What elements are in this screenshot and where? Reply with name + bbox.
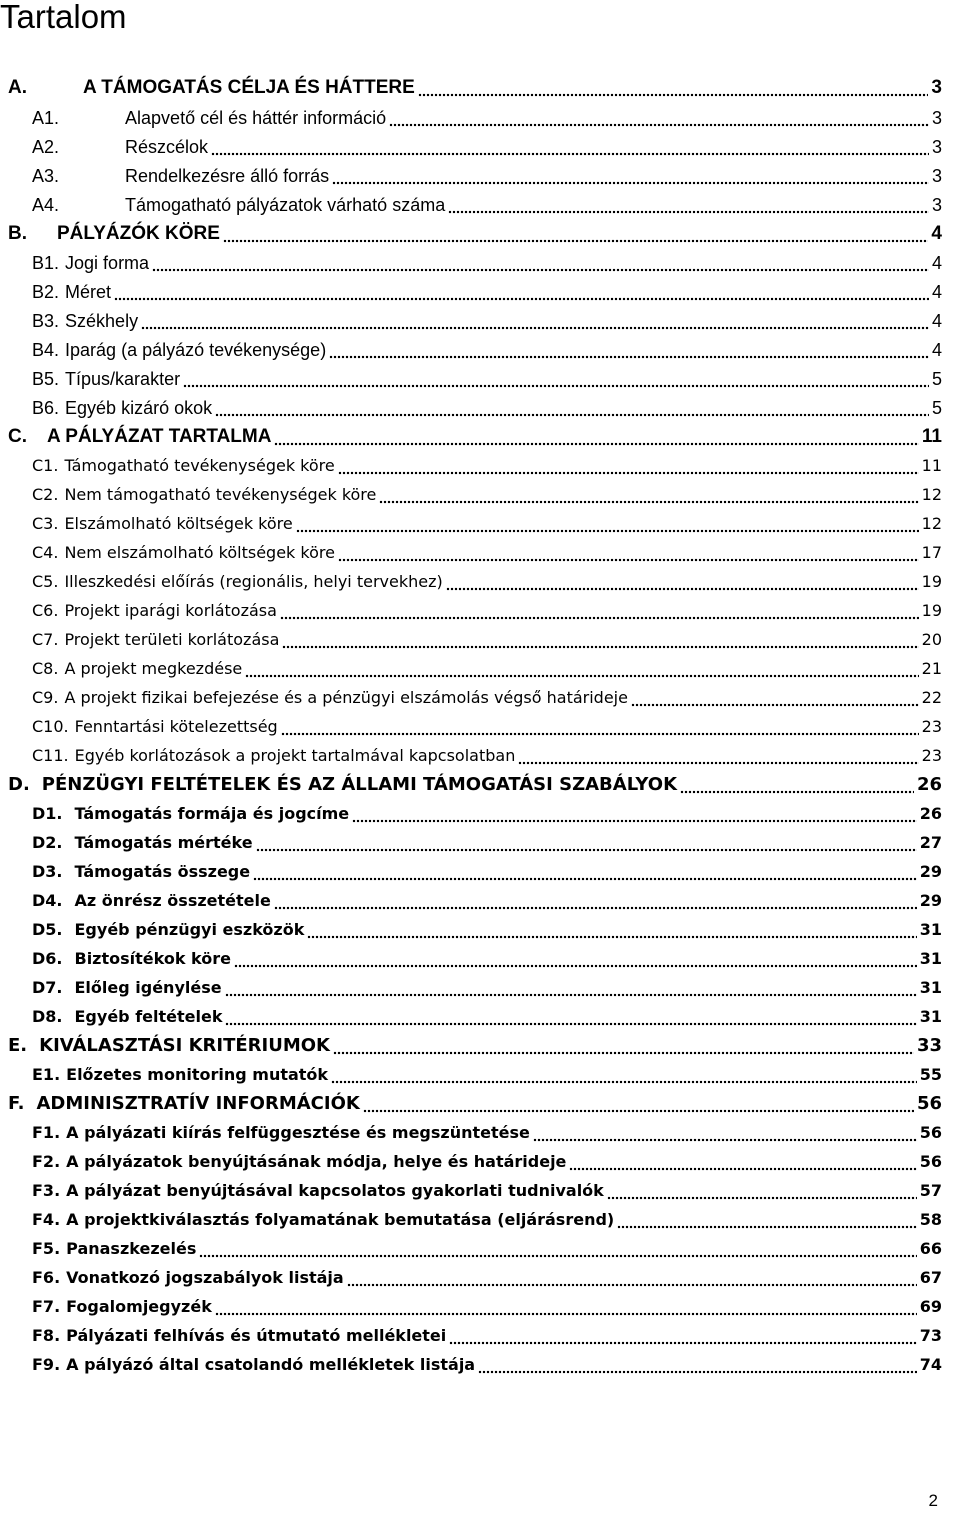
dot-leader — [183, 370, 929, 390]
toc-entry-title: A TÁMOGATÁS CÉLJA ÉS HÁTTERE — [83, 77, 415, 98]
toc-entry-page: 21 — [921, 659, 942, 678]
toc-entry-code: C7. — [32, 630, 59, 649]
dot-leader — [389, 109, 929, 129]
toc-entry-title: Egyéb kizáró okok — [65, 398, 213, 418]
toc-entry-code: C8. — [32, 659, 59, 678]
toc-entry[interactable] — [32, 825, 942, 854]
toc-entry-code: F9. — [32, 1355, 61, 1374]
toc-entry[interactable] — [32, 448, 942, 477]
toc-entry-page: 4 — [931, 282, 942, 302]
dot-leader — [307, 921, 916, 941]
dot-leader — [533, 1124, 917, 1144]
toc-entry-page: 56 — [916, 1093, 942, 1114]
toc-entry-code: F. — [8, 1093, 25, 1114]
dot-leader — [617, 1211, 917, 1231]
dot-leader — [225, 979, 917, 999]
toc-entry-page: 4 — [931, 223, 942, 244]
page-number: 2 — [928, 1491, 938, 1510]
dot-leader — [631, 689, 919, 709]
dot-leader — [449, 1327, 916, 1347]
dot-leader — [418, 79, 929, 99]
dot-leader — [352, 805, 917, 825]
toc-entry[interactable] — [8, 767, 942, 796]
toc-entry-page: 3 — [931, 137, 942, 157]
toc-entry-code: C4. — [32, 543, 59, 562]
toc-entry-code: B6. — [32, 398, 60, 418]
dot-leader — [446, 573, 919, 593]
toc-entry-title: Egyéb korlátozások a projekt tartalmával kapcsolatban — [74, 746, 516, 765]
toc-entry-page: 23 — [921, 746, 942, 765]
toc-entry[interactable] — [32, 854, 942, 883]
toc-entry-title: Az önrész összetétele — [74, 891, 271, 910]
dot-leader — [331, 1066, 917, 1086]
toc-entry-code: D3. — [32, 862, 63, 881]
toc-entry-code: A1. — [32, 108, 60, 128]
dot-leader — [223, 225, 928, 245]
toc-entry[interactable] — [32, 245, 942, 274]
dot-leader — [256, 834, 917, 854]
toc-entry-title: A projektkiválasztás folyamatának bemutatása (eljárásrend) — [66, 1210, 615, 1229]
toc-entry[interactable] — [32, 593, 942, 622]
toc-entry-title: Támogatás mértéke — [74, 833, 253, 852]
toc-entry-page: 27 — [919, 833, 942, 852]
toc-entry-code: A2. — [32, 137, 60, 157]
toc-entry-code: A4. — [32, 195, 60, 215]
toc-entry-title: A pályázó által csatolandó mellékletek listája — [66, 1355, 476, 1374]
toc-entry[interactable] — [32, 1202, 942, 1231]
toc-entry-title: Típus/karakter — [65, 369, 181, 389]
toc-entry[interactable] — [32, 158, 942, 187]
toc-entry-code: C10. — [32, 717, 69, 736]
toc-entry-page: 74 — [919, 1355, 942, 1374]
toc-entry[interactable] — [32, 651, 942, 680]
dot-leader — [680, 776, 914, 796]
toc-entry-page: 19 — [921, 601, 942, 620]
dot-leader — [114, 283, 929, 303]
dot-leader — [338, 457, 919, 477]
dot-leader — [199, 1240, 916, 1260]
toc-entry[interactable] — [8, 1086, 942, 1115]
dot-leader — [333, 1037, 914, 1057]
toc-entry[interactable] — [32, 709, 942, 738]
toc-entry[interactable] — [8, 1028, 942, 1057]
toc-entry-title: Vonatkozó jogszabályok listája — [66, 1268, 344, 1287]
dot-leader — [274, 892, 917, 912]
toc-entry-title: A pályázati kiírás felfüggesztése és megszüntetése — [66, 1123, 530, 1142]
toc-entry-code: D5. — [32, 920, 63, 939]
toc-entry[interactable] — [8, 419, 942, 448]
toc-entry-code: B1. — [32, 253, 60, 273]
toc-entry-code: B3. — [32, 311, 60, 331]
toc-entry-code: C6. — [32, 601, 59, 620]
toc-entry-page: 67 — [919, 1268, 942, 1287]
dot-leader — [607, 1182, 917, 1202]
toc-entry-page: 3 — [931, 195, 942, 215]
dot-leader — [332, 167, 929, 187]
toc-entry-title: Támogatás formája és jogcíme — [74, 804, 350, 823]
toc-entry[interactable] — [32, 1260, 942, 1289]
toc-entry[interactable] — [32, 187, 942, 216]
toc-entry-title: Pályázati felhívás és útmutató mellékletei — [66, 1326, 447, 1345]
toc-entry[interactable] — [32, 303, 942, 332]
toc-entry[interactable] — [8, 216, 942, 245]
toc-entry-title: A projekt fizikai befejezése és a pénzügyi elszámolás végső határideje — [64, 688, 628, 707]
toc-entry[interactable] — [32, 506, 942, 535]
toc-entry[interactable] — [32, 564, 942, 593]
toc-entry[interactable] — [32, 883, 942, 912]
toc-entry[interactable] — [32, 535, 942, 564]
toc-entry[interactable] — [32, 1115, 942, 1144]
toc-entry-page: 3 — [931, 166, 942, 186]
toc-entry-title: KIVÁLASZTÁSI KRITÉRIUMOK — [39, 1035, 330, 1056]
toc-entry[interactable] — [32, 941, 942, 970]
toc-entry-code: B4. — [32, 340, 60, 360]
toc-entry-title: Rendelkezésre álló forrás — [125, 166, 330, 186]
toc-entry-page: 57 — [919, 1181, 942, 1200]
dot-leader — [215, 1298, 917, 1318]
toc-entry-title: A PÁLYÁZAT TARTALMA — [47, 426, 272, 447]
toc-entry-title: ADMINISZTRATÍV INFORMÁCIÓK — [36, 1093, 360, 1114]
toc-entry[interactable] — [32, 680, 942, 709]
toc-entry-page: 17 — [921, 543, 942, 562]
dot-leader — [478, 1356, 917, 1376]
dot-leader — [253, 863, 917, 883]
toc-entry-code: F4. — [32, 1210, 61, 1229]
toc-entry[interactable] — [32, 912, 942, 941]
toc-entry-title: Jogi forma — [65, 253, 150, 273]
toc-entry[interactable] — [32, 999, 942, 1028]
toc-entry[interactable] — [32, 100, 942, 129]
dot-leader — [281, 718, 919, 738]
toc-entry-code: D6. — [32, 949, 63, 968]
toc-entry-title: Egyéb feltételek — [74, 1007, 223, 1026]
toc-entry-page: 22 — [921, 688, 942, 707]
dot-leader — [569, 1153, 916, 1173]
toc-entry-code: D4. — [32, 891, 63, 910]
toc-entry-code: B5. — [32, 369, 60, 389]
toc-entry-code: E. — [8, 1035, 28, 1056]
toc-entry-code: F6. — [32, 1268, 61, 1287]
toc-entry-title: A projekt megkezdése — [64, 659, 243, 678]
toc-entry-title: Fenntartási kötelezettség — [74, 717, 278, 736]
toc-entry-page: 19 — [921, 572, 942, 591]
toc-entry-page: 31 — [919, 920, 942, 939]
toc-entry-page: 11 — [921, 426, 942, 447]
toc-entry[interactable] — [32, 390, 942, 419]
toc-entry-code: B2. — [32, 282, 60, 302]
toc-entry-title: Támogatható tevékenységek köre — [64, 456, 335, 475]
toc-entry-page: 3 — [931, 77, 942, 98]
toc-entry[interactable] — [32, 1057, 942, 1086]
dot-leader — [152, 254, 929, 274]
dot-leader — [347, 1269, 917, 1289]
dot-leader — [296, 515, 919, 535]
toc-entry-title: Nem elszámolható költségek köre — [64, 543, 335, 562]
dot-leader — [379, 486, 918, 506]
dot-leader — [225, 1008, 916, 1028]
toc-entry[interactable] — [32, 738, 942, 767]
toc-entry-code: C5. — [32, 572, 59, 591]
toc-entry-page: 31 — [919, 978, 942, 997]
dot-leader — [245, 660, 918, 680]
toc-entry[interactable] — [32, 1347, 942, 1376]
toc-entry-code: F8. — [32, 1326, 61, 1345]
toc-entry[interactable] — [32, 477, 942, 506]
toc-entry-page: 4 — [931, 340, 942, 360]
dot-leader — [280, 602, 919, 622]
toc-entry-code: A. — [8, 77, 27, 98]
toc-entry[interactable] — [32, 129, 942, 158]
toc-entry-code: C2. — [32, 485, 59, 504]
toc-entry-code: F5. — [32, 1239, 61, 1258]
toc-entry-title: Részcélok — [125, 137, 209, 157]
toc-entry-code: D1. — [32, 804, 63, 823]
toc-entry-code: C11. — [32, 746, 69, 765]
toc-entry[interactable] — [32, 970, 942, 999]
toc-entry-title: A pályázatok benyújtásának módja, helye és határideje — [66, 1152, 567, 1171]
toc-entry[interactable] — [8, 70, 942, 99]
toc-entry-page: 29 — [919, 891, 942, 910]
toc-entry-code: F7. — [32, 1297, 61, 1316]
dot-leader — [518, 747, 918, 767]
toc-entry-title: Támogatható pályázatok várható száma — [125, 195, 446, 215]
toc-entry-title: Illeszkedési előírás (regionális, helyi tervekhez) — [64, 572, 443, 591]
toc-entry-code: E1. — [32, 1065, 61, 1084]
toc-entry[interactable] — [32, 1144, 942, 1173]
dot-leader — [234, 950, 917, 970]
dot-leader — [215, 399, 929, 419]
toc-entry-page: 3 — [931, 108, 942, 128]
toc-entry-page: 11 — [921, 456, 942, 475]
toc-entry-title: Biztosítékok köre — [74, 949, 231, 968]
toc-entry[interactable] — [32, 1231, 942, 1260]
toc-entry-title: PÁLYÁZÓK KÖRE — [57, 223, 220, 244]
toc-entry-title: PÉNZÜGYI FELTÉTELEK ÉS AZ ÁLLAMI TÁMOGATÁSI SZABÁLYOK — [41, 774, 678, 795]
toc-entry[interactable] — [32, 332, 942, 361]
toc-entry-code: A3. — [32, 166, 60, 186]
toc-entry[interactable] — [32, 361, 942, 390]
toc-entry-title: Nem támogatható tevékenységek köre — [64, 485, 377, 504]
toc-entry-page: 5 — [931, 398, 942, 418]
toc-entry-title: Egyéb pénzügyi eszközök — [74, 920, 305, 939]
toc-entry-title: Fogalomjegyzék — [66, 1297, 212, 1316]
toc-entry-title: Projekt területi korlátozása — [64, 630, 280, 649]
dot-leader — [338, 544, 919, 564]
toc-entry-page: 69 — [919, 1297, 942, 1316]
toc-entry-page: 33 — [916, 1035, 942, 1056]
toc-entry-code: D7. — [32, 978, 63, 997]
toc-entry[interactable] — [32, 1289, 942, 1318]
toc-entry-page: 26 — [916, 774, 942, 795]
toc-entry-title: Méret — [65, 282, 112, 302]
toc-entry-page: 12 — [921, 485, 942, 504]
toc-entry-page: 20 — [921, 630, 942, 649]
toc-entry-title: Iparág (a pályázó tevékenysége) — [65, 340, 327, 360]
toc-entry-page: 56 — [919, 1123, 942, 1142]
toc-entry-code: C1. — [32, 456, 59, 475]
toc-entry-page: 31 — [919, 1007, 942, 1026]
toc-entry-title: Panaszkezelés — [66, 1239, 197, 1258]
toc-entry-code: B. — [8, 223, 27, 244]
dot-leader — [363, 1095, 914, 1115]
toc-entry-title: Előzetes monitoring mutatók — [66, 1065, 329, 1084]
toc-title: Tartalom — [0, 0, 127, 35]
toc-entry-title: Elszámolható költségek köre — [64, 514, 293, 533]
toc-entry-page: 12 — [921, 514, 942, 533]
toc-entry-code: F3. — [32, 1181, 61, 1200]
toc-entry-code: F2. — [32, 1152, 61, 1171]
toc-entry-page: 55 — [919, 1065, 942, 1084]
toc-entry-code: C. — [8, 426, 27, 447]
toc-entry-page: 56 — [919, 1152, 942, 1171]
dot-leader — [211, 138, 929, 158]
toc-entry-page: 4 — [931, 253, 942, 273]
toc-entry-page: 73 — [919, 1326, 942, 1345]
toc-entry-page: 5 — [931, 369, 942, 389]
dot-leader — [329, 341, 929, 361]
dot-leader — [448, 196, 929, 216]
toc-entry-code: D8. — [32, 1007, 63, 1026]
toc-entry-title: Előleg igénylése — [74, 978, 222, 997]
toc-entry-code: C9. — [32, 688, 59, 707]
dot-leader — [282, 631, 918, 651]
toc-entry-page: 29 — [919, 862, 942, 881]
toc-entry-title: Alapvető cél és háttér információ — [125, 108, 387, 128]
toc-entry[interactable] — [32, 1173, 942, 1202]
toc-entry-page: 26 — [919, 804, 942, 823]
toc-entry-page: 31 — [919, 949, 942, 968]
toc-entry[interactable] — [32, 796, 942, 825]
toc-entry-code: D2. — [32, 833, 63, 852]
toc-entry-code: C3. — [32, 514, 59, 533]
toc-entry-code: D. — [8, 774, 30, 795]
dot-leader — [274, 428, 918, 448]
toc-entry-title: Székhely — [65, 311, 139, 331]
toc-entry-page: 4 — [931, 311, 942, 331]
toc-entry-page: 66 — [919, 1239, 942, 1258]
toc-entry-page: 58 — [919, 1210, 942, 1229]
dot-leader — [141, 312, 929, 332]
toc-entry[interactable] — [32, 274, 942, 303]
toc-entry-title: A pályázat benyújtásával kapcsolatos gyakorlati tudnivalók — [66, 1181, 604, 1200]
toc-entry-code: F1. — [32, 1123, 61, 1142]
toc-entry-title: Támogatás összege — [74, 862, 251, 881]
toc-entry-page: 23 — [921, 717, 942, 736]
toc-entry[interactable] — [32, 622, 942, 651]
toc-entry-title: Projekt iparági korlátozása — [64, 601, 277, 620]
toc-entry[interactable] — [32, 1318, 942, 1347]
